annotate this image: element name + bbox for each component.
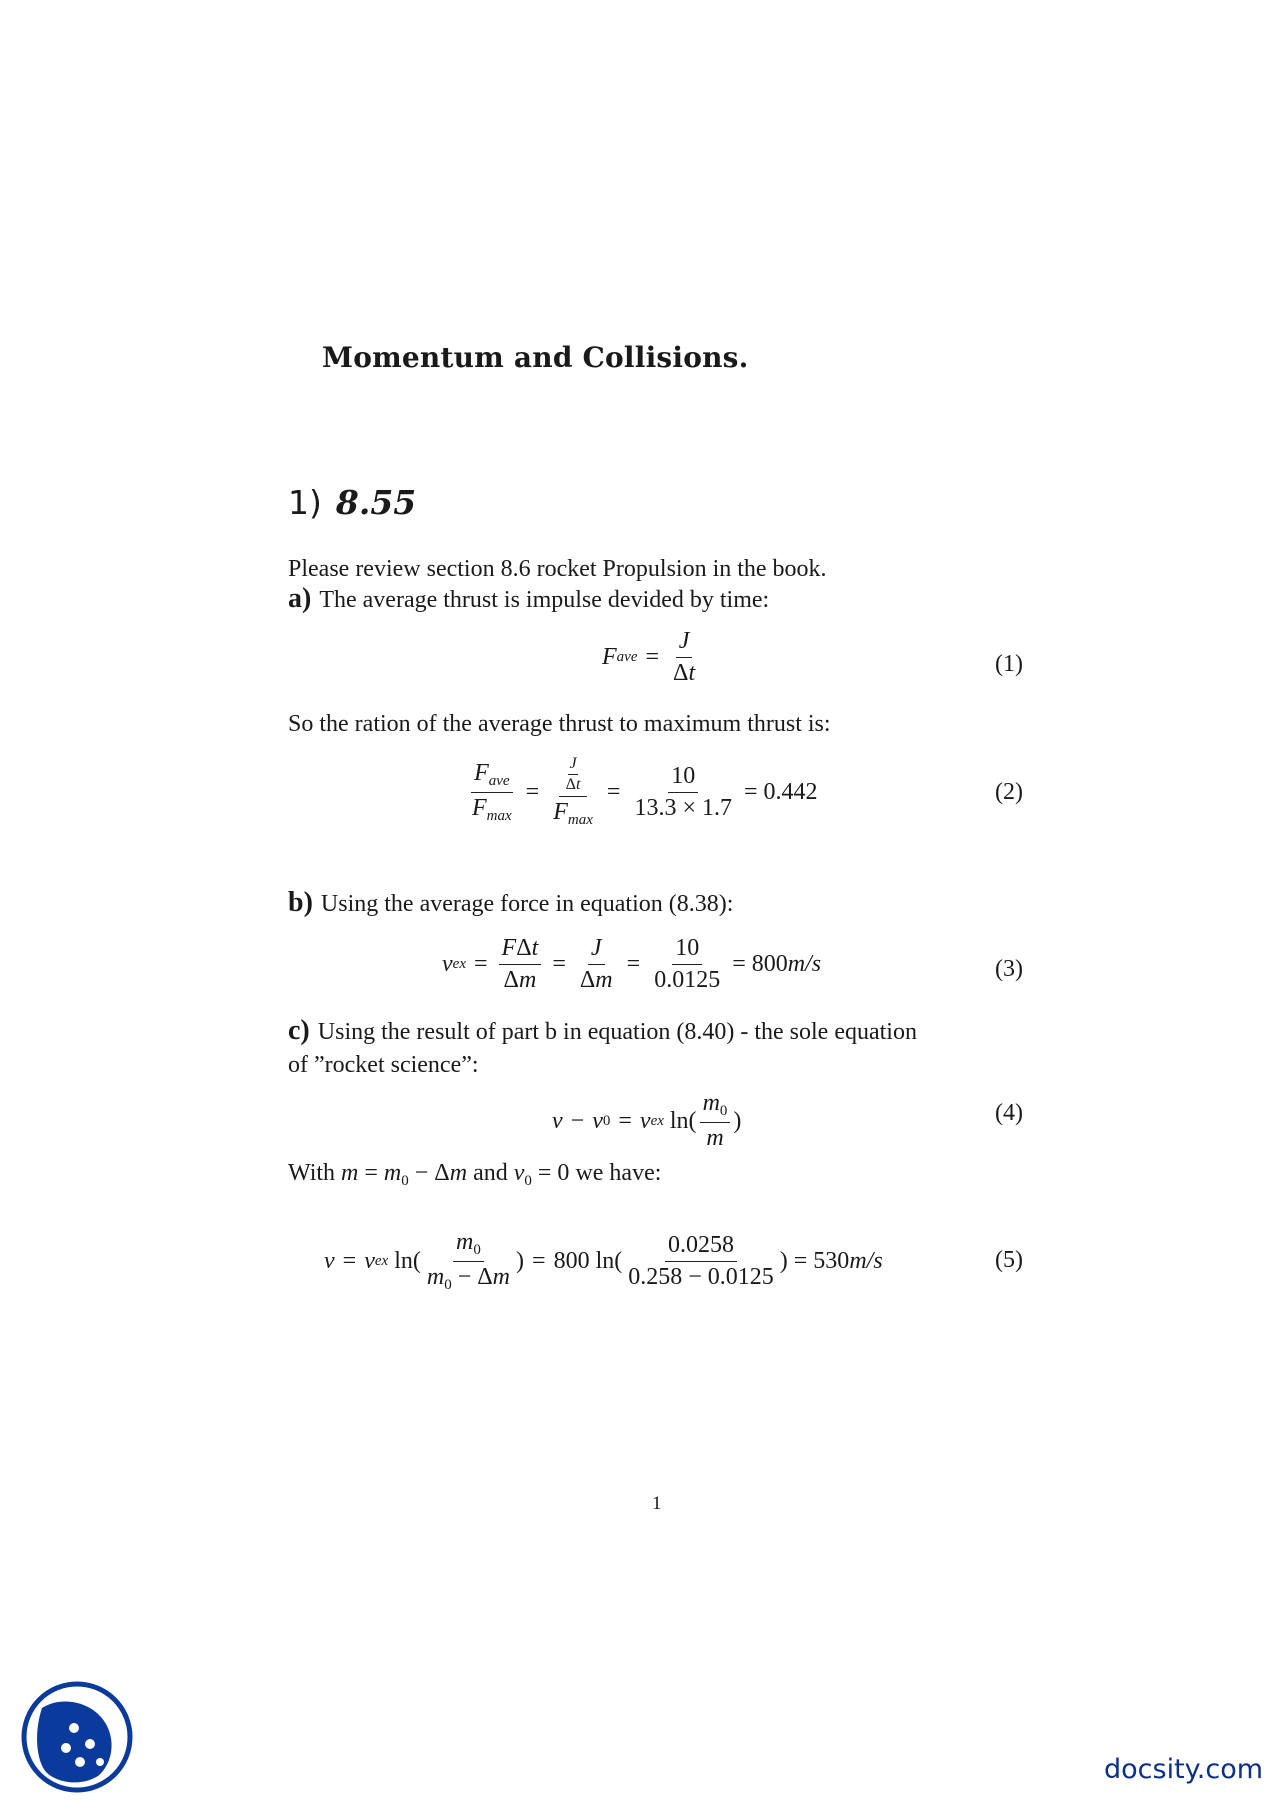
eq2-numerator: 10 xyxy=(668,763,698,793)
with-prefix: With xyxy=(288,1160,336,1186)
part-c-text-line1: Using the result of part b in equation (8.40) - the sole equation xyxy=(317,1019,917,1045)
eq3-result: = 800 xyxy=(732,951,788,977)
eq5-denominator: 0.258 − 0.0125 xyxy=(628,1264,774,1290)
equation-4: v − v 0 = v ex ln( $\frac{m_0}{m}$ ) xyxy=(552,1090,742,1151)
equation-3-number: (3) xyxy=(995,956,1023,982)
equation-5: v = v ex ln( $\frac{m_0}{m_0 - \Delta m}$ ) = 800 ln( $\frac{0.0258}{0.258 - 0.0125}$ ) = 530 m/s xyxy=(324,1229,883,1293)
intro-text: Please review section 8.6 rocket Propulsion in the book. xyxy=(288,556,827,582)
part-a-after-text: So the ration of the average thrust to maximum thrust is: xyxy=(288,711,831,737)
document-title: Momentum and Collisions. xyxy=(322,341,749,374)
section-name: 8.55 xyxy=(335,483,417,522)
equation-1-number: (1) xyxy=(995,651,1023,677)
eq2-denominator: 13.3 × 1.7 xyxy=(634,794,732,821)
equation-2: $\frac{F_{ave}}{F_{max}}$ = $\frac{\frac{J}{\Delta t}}{F_{max}}$ = $\frac{10}{13.3 \times 1.7}$ = 0.442 xyxy=(472,755,818,828)
part-b-text: Using the average force in equation (8.38): xyxy=(320,891,734,917)
part-a-line xyxy=(288,584,769,615)
equation-4-number: (4) xyxy=(995,1100,1023,1126)
section-number: 1) xyxy=(288,483,322,522)
part-c-with-line: With $m = m_0 - \Delta m$ and $v_0 = 0$ we have: xyxy=(288,1160,662,1189)
part-b-line xyxy=(288,888,733,919)
equation-5-number: (5) xyxy=(995,1247,1023,1273)
eq2-result: = 0.442 xyxy=(743,778,818,805)
with-suffix: we have: xyxy=(575,1160,662,1186)
section-heading xyxy=(288,483,416,522)
equation-3: v ex = $\frac{\text{FΔt}}{\Delta m}$ = $\frac{J}{\Delta m}$ = $\frac{10}{0.0125}$ = 800 m/s xyxy=(442,935,822,993)
eq3-denominator: 0.0125 xyxy=(654,967,721,993)
part-a-text: The average thrust is impulse devided by time: xyxy=(319,587,770,613)
eq3-unit: m/s xyxy=(787,951,822,977)
part-c-label: c) xyxy=(288,1015,310,1046)
equation-1: F ave = $\frac{J}{\Delta t}$ xyxy=(602,628,696,686)
part-c-text-line2: of ”rocket science”: xyxy=(288,1052,479,1078)
eq5-result: ) = 530 xyxy=(779,1248,850,1274)
eq5-numerator: 0.0258 xyxy=(665,1232,737,1262)
eq5-coefficient: 800 ln( xyxy=(553,1248,623,1274)
eq5-unit: m/s xyxy=(849,1248,883,1274)
part-a-label: a) xyxy=(288,583,312,614)
eq3-numerator: 10 xyxy=(672,935,702,965)
with-and: and xyxy=(473,1160,508,1186)
part-b-label: b) xyxy=(288,887,313,918)
equation-2-number: (2) xyxy=(995,779,1023,805)
docsity-logo-graphic xyxy=(20,1680,134,1794)
part-c-line xyxy=(288,1016,917,1047)
docsity-logo-icon xyxy=(20,1680,134,1794)
page-number: 1 xyxy=(652,1493,662,1514)
docsity-brand-link[interactable]: docsity.com xyxy=(1104,1754,1264,1785)
